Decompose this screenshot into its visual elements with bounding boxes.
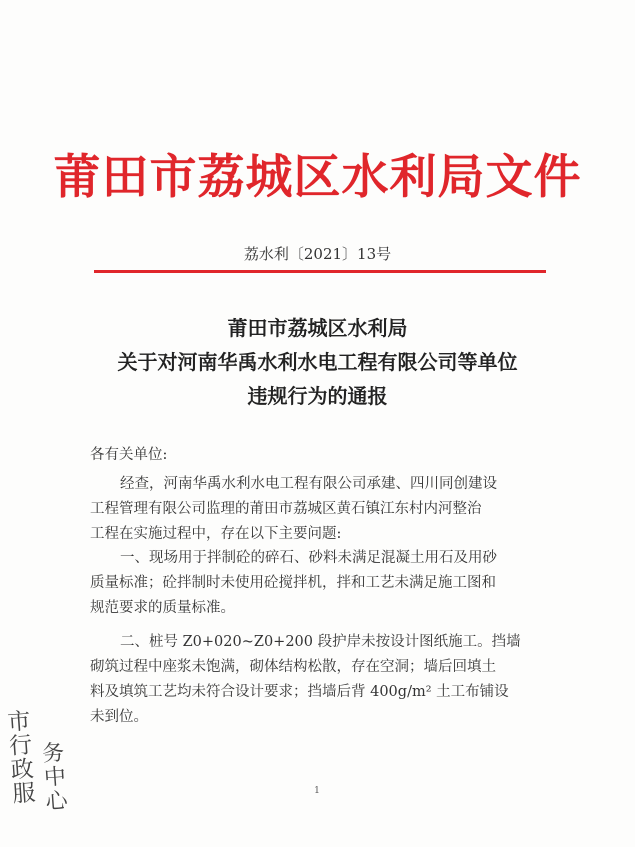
handwritten-char: 中	[43, 764, 67, 792]
paragraph-line: 未到位。	[90, 709, 148, 725]
document-number: 荔水利〔2021〕13号	[243, 245, 392, 263]
document-header-title: 莆田市荔城区水利局文件	[53, 150, 582, 205]
paragraph-line: 二、桩号 Z0+020~Z0+200 段护岸未按设计图纸施工。挡墙	[120, 634, 521, 650]
paragraph-line: 工程在实施过程中，存在以下主要问题:	[90, 526, 342, 542]
notice-title-line-2: 关于对河南华禹水利水电工程有限公司等单位	[117, 350, 518, 374]
handwritten-char: 务	[41, 740, 66, 768]
handwritten-note-left	[7, 709, 40, 807]
paragraph-issue-2	[90, 630, 555, 730]
handwritten-char: 市	[6, 708, 32, 736]
notice-title-line-3: 违规行为的通报	[247, 384, 388, 408]
handwritten-char: 行	[8, 732, 34, 760]
handwritten-char: 政	[9, 756, 35, 784]
handwritten-char: 服	[11, 780, 37, 808]
handwritten-note-right	[42, 741, 77, 815]
header-red-rule	[94, 270, 546, 273]
paragraph-line: 料及填筑工艺均未符合设计要求；挡墙后背 400g/m² 土工布铺设	[90, 684, 509, 700]
paragraph-line: 规范要求的质量标准。	[90, 600, 235, 616]
notice-title-line-1: 莆田市荔城区水利局	[227, 316, 408, 340]
paragraph-issue-1	[90, 546, 555, 621]
handwritten-char: 心	[44, 788, 69, 815]
paragraph-line: 砌筑过程中座浆未饱满，砌体结构松散，存在空洞；墙后回填土	[90, 659, 496, 675]
paragraph-investigation	[90, 472, 555, 547]
salutation: 各有关单位:	[90, 447, 168, 463]
paragraph-line: 工程管理有限公司监理的莆田市荔城区黄石镇江东村内河整治	[90, 501, 482, 517]
paragraph-line: 质量标准；砼拌制时未使用砼搅拌机，拌和工艺未满足施工图和	[90, 575, 496, 591]
paragraph-line: 经查，河南华禹水利水电工程有限公司承建、四川同创建设	[120, 476, 497, 492]
paragraph-line: 一、现场用于拌制砼的碎石、砂料未满足混凝土用石及用砂	[120, 550, 497, 566]
page-number: 1	[314, 786, 320, 796]
